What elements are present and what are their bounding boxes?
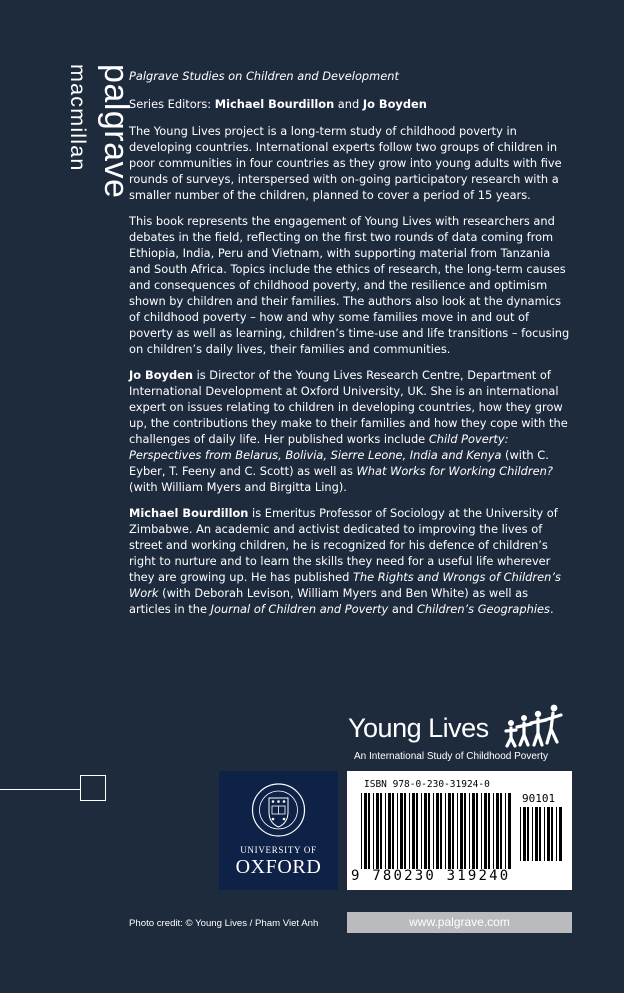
young-lives-title: Young Lives (348, 713, 489, 743)
photo-credit: Photo credit: © Young Lives / Pham Viet Anh (129, 918, 319, 929)
children-figures-icon (504, 703, 564, 749)
price-code: 90101 (522, 792, 556, 805)
ean-number: 9 780230 319240 (351, 868, 511, 884)
oxford-university-of: UNIVERSITY OF (240, 845, 317, 855)
palgrave-macmillan-logo (33, 64, 135, 214)
author-name: Jo Boyden (129, 368, 193, 382)
logo-palgrave: palgrave (97, 64, 135, 199)
young-lives-logo (348, 703, 574, 765)
blurb-paragraph-1: The Young Lives project is a long-term study of childhood poverty in developing countries. International experts follow two groups of children in poor communities in four countries as they grow into young adults with five rounds of surveys, interspersed with on-going participatory research with a smaller number of the children, planned to cover a period of 15 years. (129, 124, 562, 202)
website-link[interactable]: www.palgrave.com (347, 912, 572, 933)
bio-bourdillon: Michael Bourdillon is Emeritus Professor of Sociology at the University of Zimbabwe. An academic and activist dedicated to improving the lives of street and working children, he is recognized for his defence of children’s right to nurture and to learn the skills they need for a useful life wherever they are growing up. He has published The Rights and Wrongs of Children’s Work (with Deborah Levison, William Myers and Ben White) as well as articles in the Journal of Children and Poverty and Children’s Geographies. (129, 506, 561, 616)
series-editors: Series Editors: Michael Bourdillon and Jo Boyden (129, 97, 427, 111)
oxford-logo (219, 771, 338, 890)
bio-boyden: Jo Boyden is Director of the Young Lives Research Centre, Department of International Development at Oxford University, UK. She is an international expert on issues relating to children in developing countries, how they grow up, the contributions they make to their families and how they cope with the challenges of daily life. Her published works include Child Poverty: Perspectives from Belarus, Bolivia, Sierre Leone, India and Kenya (with C. Eyber, T. Feeny and C. Scott) as well as What Works for Working Children? (with William Myers and Birgitta Ling). (129, 368, 568, 494)
editor-bourdillon: Michael Bourdillon (214, 97, 335, 111)
isbn-number: ISBN 978-0-230-31924-0 (364, 779, 490, 790)
back-cover-text (129, 68, 571, 627)
book-title: Child Poverty: Perspectives from Belarus, Bolivia, Sierre Leone, India and Kenya (129, 432, 509, 462)
oxford-crest-icon (251, 782, 306, 840)
logo-macmillan: macmillan (66, 64, 90, 172)
young-lives-subtitle: An International Study of Childhood Poverty (354, 751, 549, 762)
book-title: The Rights and Wrongs of Children’s Work (129, 570, 561, 600)
blurb-paragraph-2: This book represents the engagement of Young Lives with researchers and debates in the field, reflecting on the first two rounds of data coming from Ethiopia, India, Peru and Vietnam, with supporting material from Tanzania and South Africa. Topics include the ethics of research, the long-term causes and consequences of childhood poverty, and the resilience and optimism shown by children and their families. The authors also look at the dynamics of childhood poverty – how and why some families move in and out of poverty as well as learning, children’s time-use and life transitions – focusing on children’s daily lives, their families and communities. (129, 214, 570, 356)
addon-barcode-icon (519, 807, 565, 861)
journal-title: Children’s Geographies (416, 602, 550, 616)
barcode-icon (360, 793, 512, 869)
author-name: Michael Bourdillon (129, 506, 249, 520)
editor-boyden: Jo Boyden (362, 97, 427, 111)
decorative-square (80, 775, 106, 801)
barcode-panel (347, 771, 572, 890)
oxford-name: OXFORD (235, 856, 322, 878)
series-title: Palgrave Studies on Children and Development (129, 69, 399, 83)
journal-title: Journal of Children and Poverty (210, 602, 389, 616)
decorative-line (0, 789, 80, 790)
book-title: What Works for Working Children? (356, 464, 553, 478)
